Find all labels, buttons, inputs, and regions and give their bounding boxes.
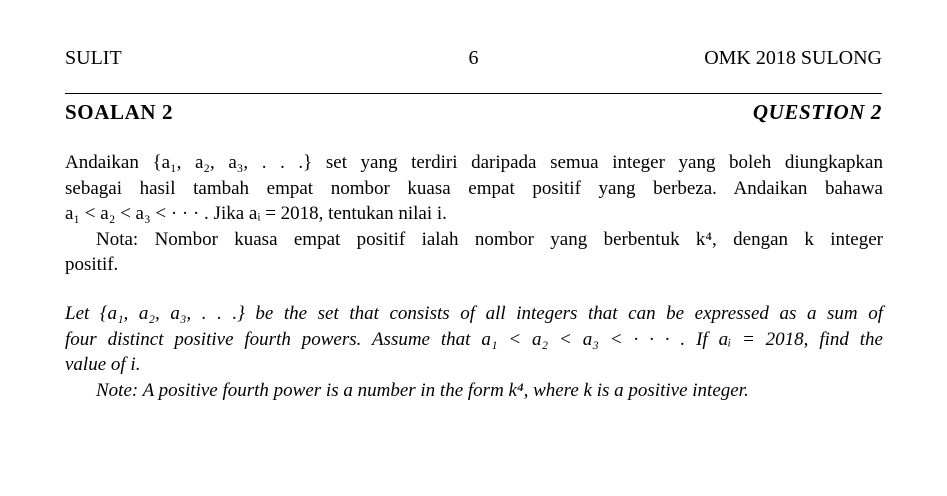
- header-page-number: 6: [468, 47, 479, 69]
- malay-note-line-2: positif.: [65, 254, 119, 275]
- malay-line-2: sebagai hasil tambah empat nombor kuasa empat positif yang berbeza. Andaikan bahawa: [65, 177, 883, 199]
- header-exam-title: OMK 2018 SULONG: [704, 47, 882, 69]
- english-note-line-1: Note: A positive fourth power is a number in the form k⁴, where k is a positive integer.: [96, 379, 749, 401]
- english-line-1: Let {a₁, a₂, a₃, . . .} be the set that consists of all integers that can be expressed as a sum of: [65, 303, 883, 324]
- malay-line-1: Andaikan {a₁, a₂, a₃, . . .} set yang terdiri daripada semua integer yang boleh diungkapkan: [65, 152, 883, 173]
- malay-note-line-1: Nota: Nombor kuasa empat positif ialah nombor yang berbentuk k⁴, dengan k integer: [96, 228, 883, 250]
- english-line-2: four distinct positive fourth powers. Assume that a₁ < a₂ < a₃ < · · · . If aᵢ = 2018, find the: [65, 328, 883, 350]
- page-header: [65, 47, 882, 73]
- english-line-3: value of i.: [65, 354, 141, 375]
- header-classification: SULIT: [65, 47, 122, 69]
- question-heading-malay: SOALAN 2: [65, 100, 174, 124]
- header-rule: [65, 93, 882, 94]
- question-heading: [65, 100, 882, 128]
- malay-line-3: a₁ < a₂ < a₃ < · · · . Jika aᵢ = 2018, tentukan nilai i.: [65, 203, 447, 224]
- malay-question-text: [65, 150, 883, 278]
- english-question-text: [65, 301, 883, 403]
- question-heading-english: QUESTION 2: [752, 100, 882, 124]
